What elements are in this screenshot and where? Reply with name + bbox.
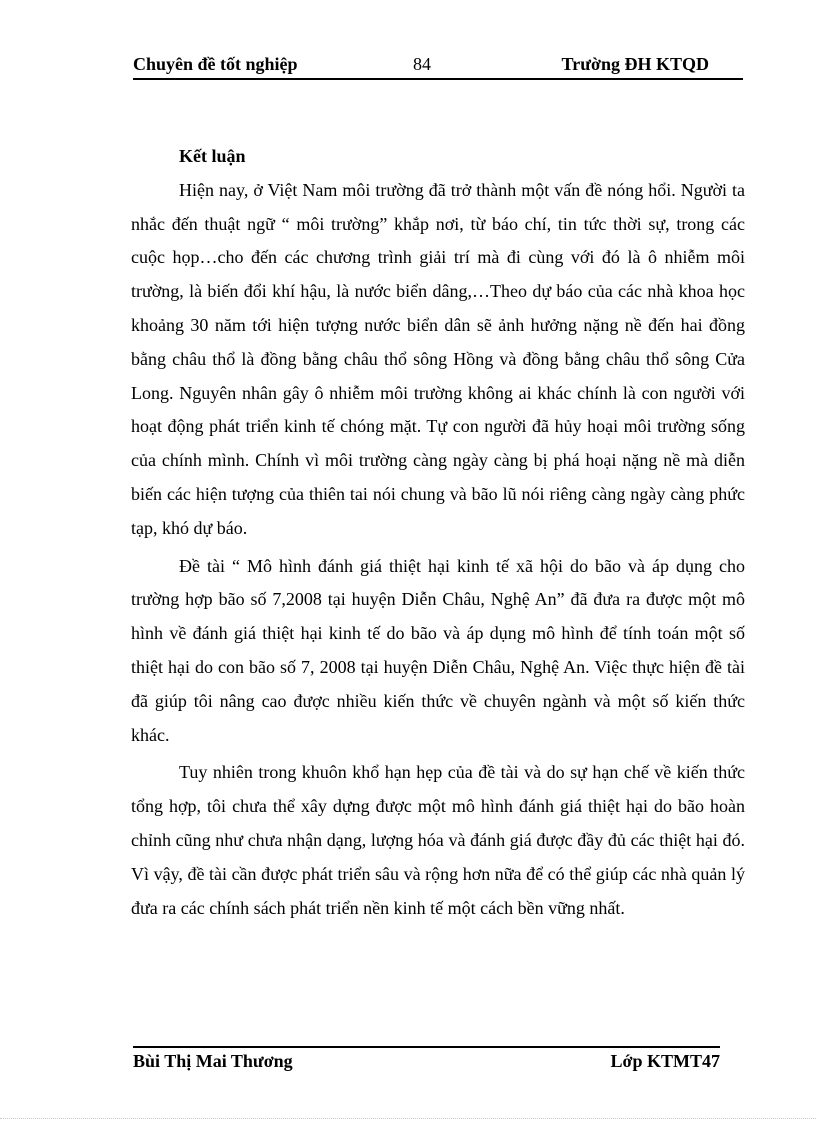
footer-class: Lớp KTMT47 xyxy=(610,1051,720,1071)
section-heading: Kết luận xyxy=(179,146,246,166)
footer-author: Bùi Thị Mai Thương xyxy=(133,1051,293,1071)
paragraph-3: Tuy nhiên trong khuôn khổ hạn hẹp của đề tài và do sự hạn chế về kiến thức tổng hợp, tôi chưa thể xây dựng được một mô hình đánh giá thiệt hại do bão hoàn chỉnh cũng như chưa nhận dạng, lượng hóa và đánh giá được đầy đủ các thiệt hại đó. Vì vậy, đề tài cần được phát triển sâu và rộng hơn nữa để có thể giúp các nhà quản lý đưa ra các chính sách phát triển nền kinh tế một cách bền vững nhất. xyxy=(131,762,745,918)
header-university: Trường ĐH KTQD xyxy=(561,54,709,74)
page-content xyxy=(131,140,745,925)
page-header xyxy=(133,52,743,80)
header-page-number: 84 xyxy=(413,54,431,74)
header-document-title: Chuyên đề tốt nghiệp xyxy=(133,54,298,74)
page-bottom-divider xyxy=(0,1118,816,1119)
paragraph-2: Đề tài “ Mô hình đánh giá thiệt hại kinh tế xã hội do bão và áp dụng cho trường hợp bão số 7,2008 tại huyện Diễn Châu, Nghệ An” đã đưa ra được một mô hình về đánh giá thiệt hại kinh tế do bão và áp dụng mô hình để tính toán một số thiệt hại do con bão số 7, 2008 tại huyện Diễn Châu, Nghệ An. Việc thực hiện đề tài đã giúp tôi nâng cao được nhiều kiến thức về chuyên ngành và một số kiến thức khác. xyxy=(131,555,745,745)
page-footer xyxy=(133,1046,720,1071)
paragraph-1: Hiện nay, ở Việt Nam môi trường đã trở thành một vấn đề nóng hổi. Người ta nhắc đến thuật ngữ “ môi trường” khắp nơi, từ báo chí, tin tức thời sự, trong các cuộc họp…cho đến các chương trình giải trí mà đi cùng với đó là ô nhiễm môi trường, là biến đổi khí hậu, là nước biển dâng,…Theo dự báo của các nhà khoa học khoảng 30 năm tới hiện tượng nước biển dân sẽ ảnh hưởng nặng nề đến hai đồng bằng châu thổ là đồng bằng châu thổ sông Hồng và đồng bằng châu thổ sông Cửa Long. Nguyên nhân gây ô nhiễm môi trường không ai khác chính là con người với hoạt động phát triển kinh tế chóng mặt. Tự con người đã hủy hoại môi trường sống của chính mình. Chính vì môi trường càng ngày càng bị phá hoại nặng nề mà diễn biến các hiện tượng của thiên tai nói chung và bão lũ nói riêng càng ngày càng phức tạp, khó dự báo. xyxy=(131,179,745,538)
